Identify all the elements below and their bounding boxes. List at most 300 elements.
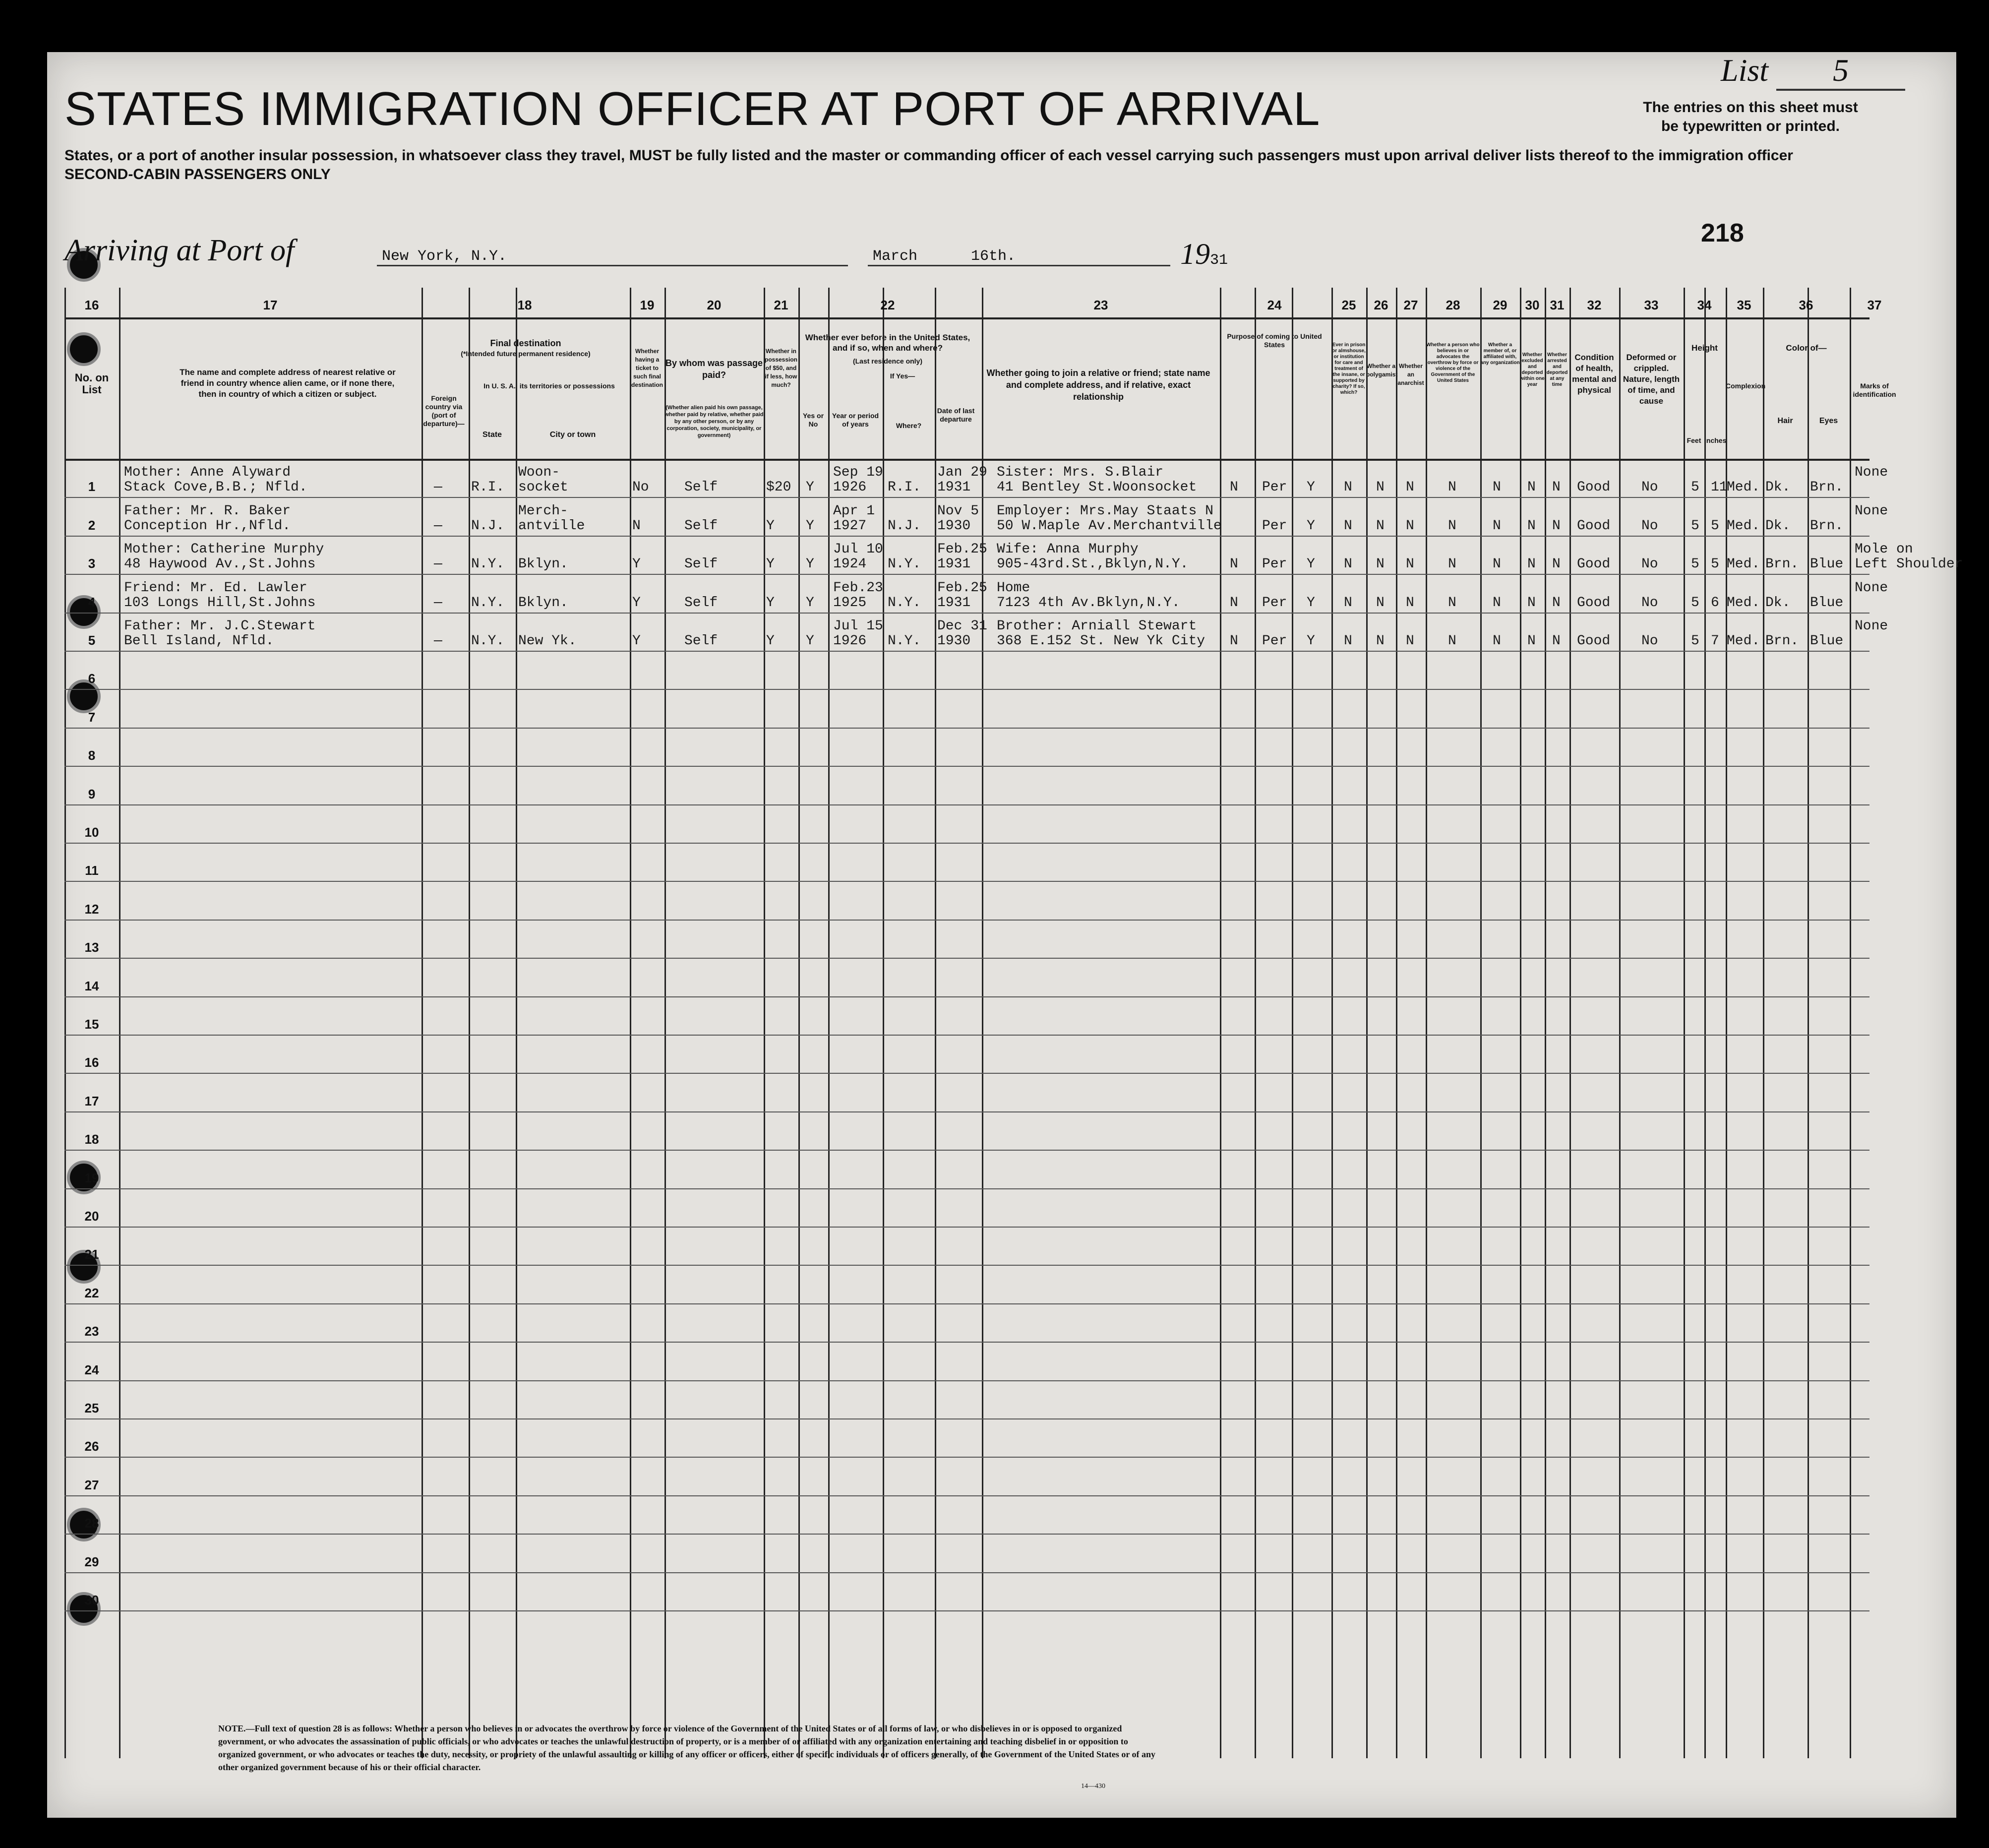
cell-marks1: None <box>1855 618 1888 634</box>
cell-year1: Sep 19 <box>833 465 883 481</box>
cell-join2: 41 Bentley St.Woonsocket <box>997 480 1197 495</box>
cell-year2: 1927 <box>833 518 867 534</box>
header-purpose: Purpose of coming to United States <box>1227 332 1322 349</box>
header-complexion: Complexion <box>1726 382 1766 390</box>
cell-state: N.Y. <box>471 633 505 649</box>
cell-c26: N <box>1376 518 1385 534</box>
cell-c30: N <box>1527 556 1536 572</box>
cell-purpose_c: Y <box>1307 556 1315 572</box>
cell-c25: N <box>1344 595 1352 611</box>
column-rule <box>1726 288 1727 1758</box>
header-if-yes: If Yes— <box>890 372 915 380</box>
cell-purpose_c: Y <box>1307 518 1315 534</box>
cell-c28: N <box>1448 518 1456 534</box>
cell-complexion: Med. <box>1727 556 1760 572</box>
cell-yn: Y <box>806 633 814 649</box>
row-rule <box>64 1303 1869 1304</box>
row-rule <box>64 497 1869 498</box>
cell-ticket: Y <box>632 595 641 611</box>
cell-date1: Jan 29 <box>937 465 987 481</box>
row-number: 3 <box>88 556 96 571</box>
cell-c31: N <box>1552 480 1561 495</box>
header-money: Whether in possession of $50, and if less, how much? <box>764 348 798 388</box>
column-rule <box>1366 288 1368 1758</box>
row-rule <box>64 920 1869 921</box>
row-rule <box>64 1188 1869 1189</box>
cell-purpose_b: Per <box>1262 556 1287 572</box>
cell-health: Good <box>1577 595 1611 611</box>
cell-c27: N <box>1406 595 1414 611</box>
manifest-grid <box>64 288 1963 1800</box>
row-number: 10 <box>84 825 99 840</box>
cell-c26: N <box>1376 595 1385 611</box>
cell-year1: Jul 10 <box>833 542 883 557</box>
row-rule <box>64 1380 1869 1381</box>
cell-complexion: Med. <box>1727 480 1760 495</box>
cell-join1: Sister: Mrs. S.Blair <box>997 465 1164 481</box>
row-rule <box>64 613 1869 614</box>
subtitle-line-1: States, or a port of another insular possession, in whatsoever class they travel, MUST be fully listed and the master or commanding officer of each vessel carrying such passengers must upon arrival deliver lists thereof to the immigration officer <box>64 147 1793 164</box>
column-number: 18 <box>517 298 532 312</box>
cell-c31: N <box>1552 518 1561 534</box>
cell-complexion: Med. <box>1727 633 1760 649</box>
cell-state: N.Y. <box>471 556 505 572</box>
row-number: 9 <box>88 786 96 801</box>
cell-foreign: — <box>434 518 442 534</box>
row-rule <box>64 1610 1869 1611</box>
subtitle <box>64 146 1793 184</box>
row-rule <box>64 1534 1869 1535</box>
cell-feet: 5 <box>1691 633 1699 649</box>
row-number: 5 <box>88 633 96 648</box>
cell-inches: 5 <box>1711 518 1719 534</box>
column-rule <box>1520 288 1521 1758</box>
row-number: 21 <box>84 1247 99 1262</box>
cell-join2: 905-43rd.St.,Bklyn,N.Y. <box>997 556 1189 572</box>
cell-hair: Brn. <box>1765 556 1799 572</box>
cell-join2: 50 W.Maple Av.Merchantville <box>997 518 1222 534</box>
cell-state: N.J. <box>471 518 505 534</box>
cell-inches: 5 <box>1711 556 1719 572</box>
cell-yn: Y <box>806 595 814 611</box>
column-rule <box>828 288 830 1758</box>
cell-purpose_b: Per <box>1262 633 1287 649</box>
cell-join1: Wife: Anna Murphy <box>997 542 1139 557</box>
header-in-usa: In U. S. A., its territories or possessions <box>483 382 615 390</box>
row-number: 17 <box>84 1093 99 1109</box>
cell-c26: N <box>1376 633 1385 649</box>
cell-date1: Feb.25 <box>937 542 987 557</box>
cell-c27: N <box>1406 556 1414 572</box>
cell-c25: N <box>1344 480 1352 495</box>
row-rule <box>64 1457 1869 1458</box>
cell-rel1: Mother: Anne Alyward <box>124 465 291 481</box>
cell-eyes: Blue <box>1810 556 1844 572</box>
row-rule <box>64 958 1869 959</box>
row-number: 8 <box>88 748 96 763</box>
cell-where: R.I. <box>888 480 921 495</box>
cell-state: N.Y. <box>471 595 505 611</box>
row-rule <box>64 1073 1869 1074</box>
header-where: Where? <box>896 422 922 430</box>
header-member-organization: Whether a member of, or affiliated with, any organization <box>1480 342 1520 366</box>
column-rule <box>1569 288 1571 1758</box>
column-rule <box>982 288 983 1758</box>
cell-where: N.Y. <box>888 556 921 572</box>
row-number: 30 <box>84 1593 99 1607</box>
cell-health: Good <box>1577 556 1611 572</box>
cell-city2: socket <box>518 480 568 495</box>
cell-date2: 1931 <box>937 480 971 495</box>
header-date-last-departure: Date of last departure <box>937 407 975 423</box>
cell-year2: 1925 <box>833 595 867 611</box>
cell-rel1: Father: Mr. R. Baker <box>124 503 291 519</box>
header-rule <box>64 317 1869 319</box>
cell-city2: Bklyn. <box>518 556 568 572</box>
cell-c25: N <box>1344 556 1352 572</box>
row-rule <box>64 804 1869 805</box>
column-number: 37 <box>1867 298 1882 312</box>
column-rule <box>1426 288 1427 1758</box>
cell-paid: Self <box>684 480 718 495</box>
row-rule <box>64 1572 1869 1573</box>
row-number: 2 <box>88 517 96 533</box>
cell-money: Y <box>766 595 775 611</box>
cell-year1: Feb.23 <box>833 580 883 596</box>
row-number: 28 <box>84 1516 99 1531</box>
cell-date2: 1931 <box>937 556 971 572</box>
cell-year1: Apr 1 <box>833 503 875 519</box>
header-final-destination: Final destination <box>490 338 561 348</box>
column-rule <box>798 288 800 1758</box>
header-health: Condition of health, mental and physical <box>1572 353 1617 395</box>
column-rule <box>664 288 666 1758</box>
column-rule <box>1545 288 1546 1758</box>
cell-c30: N <box>1527 518 1536 534</box>
cell-year2: 1926 <box>833 633 867 649</box>
cell-c27: N <box>1406 480 1414 495</box>
header-rule <box>64 459 1869 461</box>
header-deformed: Deformed or crippled. Nature, length of time, and cause <box>1623 353 1680 406</box>
cell-date1: Dec 31 <box>937 618 987 634</box>
cell-date1: Nov 5 <box>937 503 979 519</box>
row-number: 24 <box>84 1362 99 1377</box>
cell-purpose_c: Y <box>1307 595 1315 611</box>
cell-state: R.I. <box>471 480 505 495</box>
row-rule <box>64 651 1869 652</box>
cell-deformed: No <box>1641 595 1658 611</box>
cell-rel2: Conception Hr.,Nfld. <box>124 518 291 534</box>
typewritten-note: The entries on this sheet must be typewritten or printed. <box>1643 99 1858 134</box>
column-number: 36 <box>1799 298 1813 312</box>
page-title: STATES IMMIGRATION OFFICER AT PORT OF ARRIVAL <box>64 82 1321 135</box>
column-number: 35 <box>1737 298 1751 312</box>
cell-paid: Self <box>684 556 718 572</box>
cell-where: N.Y. <box>888 633 921 649</box>
row-rule <box>64 536 1869 537</box>
cell-year1: Jul 15 <box>833 618 883 634</box>
column-rule <box>1480 288 1482 1758</box>
row-number: 15 <box>84 1017 99 1032</box>
cell-c30: N <box>1527 633 1536 649</box>
column-rule <box>119 288 121 1758</box>
cell-hair: Brn. <box>1765 633 1799 649</box>
column-number: 30 <box>1525 298 1540 312</box>
cell-rel1: Mother: Catherine Murphy <box>124 542 324 557</box>
header-eyes: Eyes <box>1819 417 1838 425</box>
cell-complexion: Med. <box>1727 518 1760 534</box>
cell-rel2: Stack Cove,B.B.; Nfld. <box>124 480 307 495</box>
cell-ticket: No <box>632 480 649 495</box>
column-rule <box>1255 288 1256 1758</box>
column-number: 34 <box>1697 298 1712 312</box>
cell-c31: N <box>1552 556 1561 572</box>
row-rule <box>64 996 1869 997</box>
cell-ticket: N <box>632 518 641 534</box>
cell-city2: Bklyn. <box>518 595 568 611</box>
header-excluded: Whether excluded and deported within one year <box>1520 352 1545 387</box>
header-foreign-country: Foreign country via (port of departure)— <box>423 394 465 428</box>
header-ever-before: Whether ever before in the United States, and if so, when and where? <box>805 333 970 353</box>
row-number: 11 <box>85 863 99 878</box>
column-rule <box>422 288 423 1758</box>
cell-purpose_c: Y <box>1307 633 1315 649</box>
cell-c27: N <box>1406 518 1414 534</box>
row-rule <box>64 1035 1869 1036</box>
column-number: 23 <box>1093 298 1108 312</box>
row-rule <box>64 1342 1869 1343</box>
column-number: 27 <box>1403 298 1418 312</box>
cell-foreign: — <box>434 480 442 495</box>
cell-yn: Y <box>806 480 814 495</box>
cell-inches: 11 <box>1711 480 1728 495</box>
cell-yn: Y <box>806 556 814 572</box>
cell-city2: antville <box>518 518 585 534</box>
column-number: 20 <box>707 298 722 312</box>
cell-purpose_b: Per <box>1262 518 1287 534</box>
cell-c29: N <box>1493 595 1501 611</box>
cell-c28: N <box>1448 633 1456 649</box>
cell-deformed: No <box>1641 518 1658 534</box>
row-rule <box>64 689 1869 690</box>
cell-eyes: Blue <box>1810 595 1844 611</box>
row-rule <box>64 1265 1869 1266</box>
column-rule <box>1763 288 1764 1758</box>
cell-yn: Y <box>806 518 814 534</box>
cell-feet: 5 <box>1691 556 1699 572</box>
header-yes-or-no: Yes or No <box>802 412 824 428</box>
cell-city2: New Yk. <box>518 633 577 649</box>
cell-date2: 1930 <box>937 518 971 534</box>
subtitle-line-2: SECOND-CABIN PASSENGERS ONLY <box>64 166 331 183</box>
cell-join2: 368 E.152 St. New Yk City <box>997 633 1205 649</box>
column-rule <box>883 288 884 1758</box>
header-ever-before-note: (Last residence only) <box>852 357 923 365</box>
cell-purpose_a: N <box>1230 480 1238 495</box>
cell-purpose_a: N <box>1230 633 1238 649</box>
arrival-port: New York, N.Y. <box>377 248 848 266</box>
cell-rel2: Bell Island, Nfld. <box>124 633 274 649</box>
cell-money: Y <box>766 556 775 572</box>
cell-c31: N <box>1552 633 1561 649</box>
cell-c30: N <box>1527 595 1536 611</box>
column-number: 32 <box>1587 298 1602 312</box>
column-rule <box>1704 288 1706 1758</box>
row-number: 13 <box>84 940 99 955</box>
cell-deformed: No <box>1641 480 1658 495</box>
row-number: 18 <box>84 1132 99 1147</box>
column-number: 16 <box>84 298 99 312</box>
cell-date2: 1931 <box>937 595 971 611</box>
cell-c30: N <box>1527 480 1536 495</box>
header-color: Color of— <box>1786 343 1827 353</box>
footer-note: NOTE.—Full text of question 28 is as follows: Whether a person who believes in or advocates the overthrow by force or violence of the Government of the United States or of all forms of law, or who disbelieves in or is opposed to organized government, or who advocates the assassination of public officials, or who advocates or teaches the unlawful destruction of property, or is a member of or affiliated with any organization entertaining and teaching disbelief in or opposition to organized government, or who advocates or teaches the duty, necessity, or propriety of the unlawful assaulting or killing of any officer or officers, either of specific individuals or of officers generally, of the Government of the United States or of any other organized government because of his or their official character. <box>218 1724 1155 1772</box>
cell-c25: N <box>1344 518 1352 534</box>
cell-rel2: 103 Longs Hill,St.Johns <box>124 595 316 611</box>
arrival-date <box>868 248 1170 266</box>
column-number: 28 <box>1446 298 1460 312</box>
column-number: 24 <box>1267 298 1282 312</box>
row-rule <box>64 1150 1869 1151</box>
cell-c25: N <box>1344 633 1352 649</box>
header-nearest-relative: The name and complete address of nearest relative or friend in country whence alien came, or if none there, then in country of which a citizen or subject. <box>180 368 396 399</box>
header-height: Height <box>1691 343 1718 353</box>
cell-date1: Feb.25 <box>937 580 987 596</box>
cell-health: Good <box>1577 480 1611 495</box>
column-number: 29 <box>1493 298 1507 312</box>
header-no-on-list: No. on List <box>74 371 109 396</box>
column-rule <box>1396 288 1397 1758</box>
cell-feet: 5 <box>1691 595 1699 611</box>
row-number: 27 <box>84 1477 99 1492</box>
row-number: 26 <box>84 1439 99 1454</box>
column-number: 19 <box>640 298 655 312</box>
cell-city1: Merch- <box>518 503 568 519</box>
cell-purpose_c: Y <box>1307 480 1315 495</box>
row-number: 29 <box>84 1554 99 1569</box>
cell-join2: 7123 4th Av.Bklyn,N.Y. <box>997 595 1180 611</box>
header-polygamist: Whether a polygamist <box>1366 363 1398 378</box>
column-number: 31 <box>1550 298 1565 312</box>
column-rule <box>1220 288 1221 1758</box>
row-rule <box>64 574 1869 575</box>
cell-c28: N <box>1448 595 1456 611</box>
cell-purpose_b: Per <box>1262 480 1287 495</box>
cell-marks2: Left Shoulder <box>1855 556 1963 572</box>
cell-deformed: No <box>1641 633 1658 649</box>
header-ticket: Whether having a ticket to such final destination <box>631 348 663 388</box>
cell-ticket: Y <box>632 556 641 572</box>
cell-c26: N <box>1376 480 1385 495</box>
arrival-year <box>1180 237 1228 271</box>
row-rule <box>64 843 1869 844</box>
column-rule <box>516 288 517 1758</box>
form-number: 14—430 <box>1081 1783 1105 1790</box>
row-number: 1 <box>88 479 96 494</box>
row-number: 6 <box>88 671 96 686</box>
cell-feet: 5 <box>1691 480 1699 495</box>
sheet-number: 218 <box>1701 219 1744 247</box>
header-overthrow: Whether a person who believes in or advocates the overthrow by force or violence of the Government of the United States <box>1426 342 1480 383</box>
column-rule <box>1850 288 1851 1758</box>
cell-paid: Self <box>684 518 718 534</box>
row-number: 20 <box>84 1209 99 1224</box>
row-number: 4 <box>88 594 96 610</box>
column-rule <box>935 288 936 1758</box>
cell-c28: N <box>1448 556 1456 572</box>
cell-complexion: Med. <box>1727 595 1760 611</box>
cell-c26: N <box>1376 556 1385 572</box>
cell-join1: Employer: Mrs.May Staats N <box>997 503 1213 519</box>
cell-money: Y <box>766 633 775 649</box>
arrival-year-suffix: 31 <box>1210 252 1228 269</box>
row-rule <box>64 1418 1869 1419</box>
header-inches: Inches <box>1704 436 1727 444</box>
row-rule <box>64 728 1869 729</box>
cell-where: N.Y. <box>888 595 921 611</box>
header-state: State <box>482 431 502 439</box>
cell-c29: N <box>1493 633 1501 649</box>
cell-join1: Home <box>997 580 1030 596</box>
cell-foreign: — <box>434 633 442 649</box>
cell-deformed: No <box>1641 556 1658 572</box>
cell-inches: 6 <box>1711 595 1719 611</box>
cell-c31: N <box>1552 595 1561 611</box>
cell-paid: Self <box>684 595 718 611</box>
cell-purpose_b: Per <box>1262 595 1287 611</box>
list-number <box>1721 52 1905 91</box>
column-number: 21 <box>774 298 788 312</box>
cell-purpose_a: N <box>1230 556 1238 572</box>
row-rule <box>64 1227 1869 1228</box>
row-rule <box>64 881 1869 882</box>
cell-health: Good <box>1577 633 1611 649</box>
cell-inches: 7 <box>1711 633 1719 649</box>
column-rule <box>630 288 631 1758</box>
header-prison: Ever in prison or almshouse, or institution for care and treatment of the insane, or supported by charity? If so, which? <box>1332 342 1366 395</box>
cell-feet: 5 <box>1691 518 1699 534</box>
row-rule <box>64 766 1869 767</box>
cell-c28: N <box>1448 480 1456 495</box>
cell-hair: Dk. <box>1765 480 1791 495</box>
header-year: Year or period of years <box>832 412 879 428</box>
header-arrested: Whether arrested and deported at any time <box>1546 352 1568 387</box>
row-number: 12 <box>84 901 99 917</box>
row-rule <box>64 1495 1869 1496</box>
cell-join1: Brother: Arniall Stewart <box>997 618 1197 634</box>
cell-year2: 1924 <box>833 556 867 572</box>
cell-marks1: None <box>1855 465 1888 481</box>
header-hair: Hair <box>1777 417 1793 425</box>
cell-marks1: Mole on <box>1855 542 1913 557</box>
cell-foreign: — <box>434 595 442 611</box>
cell-year2: 1926 <box>833 480 867 495</box>
column-number: 33 <box>1644 298 1659 312</box>
cell-eyes: Brn. <box>1810 518 1844 534</box>
row-number: 7 <box>88 709 96 725</box>
header-join-relative: Whether going to join a relative or friend; state name and complete address, and if relative, exact relationship <box>986 368 1210 402</box>
header-feet: Feet <box>1687 436 1701 444</box>
header-passage-paid: By whom was passage paid? <box>665 358 763 380</box>
row-number: 25 <box>84 1401 99 1416</box>
column-rule <box>764 288 765 1758</box>
cell-c27: N <box>1406 633 1414 649</box>
row-number: 14 <box>84 978 99 993</box>
cell-eyes: Blue <box>1810 633 1844 649</box>
column-rule <box>1331 288 1333 1758</box>
column-number: 22 <box>880 298 895 312</box>
cell-date2: 1930 <box>937 633 971 649</box>
